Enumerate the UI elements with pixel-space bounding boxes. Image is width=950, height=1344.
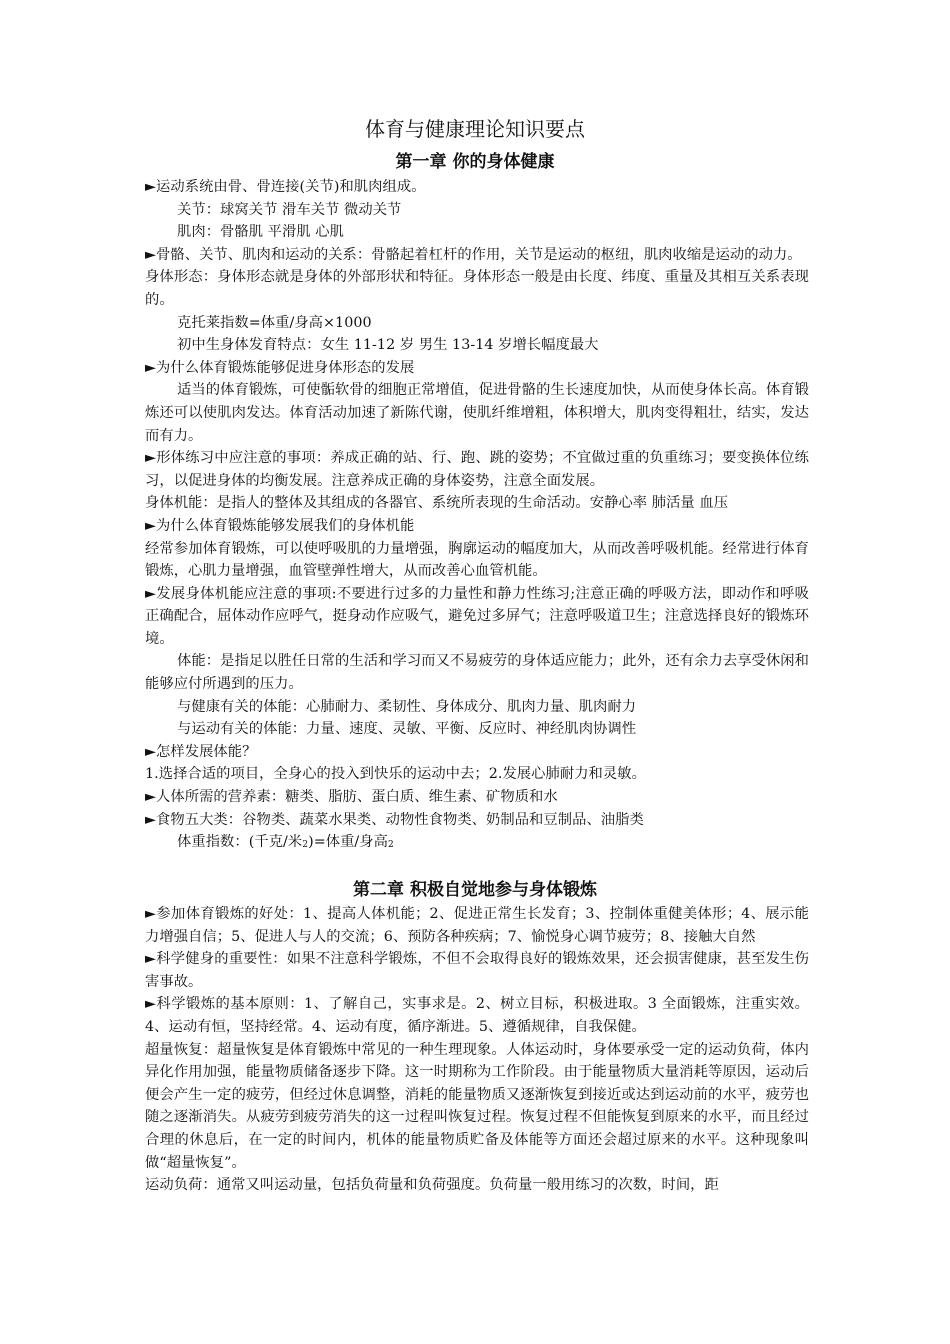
paragraph: ►为什么体育锻炼能够促进身体形态的发展 (145, 359, 415, 376)
paragraph: 超量恢复：超量恢复是体育锻炼中常见的一种生理现象。人体运动时，身体要承受一定的运动负荷，体内异化作用加强，能量物质储备逐步下降。这一时期称为工作阶段。由于能量物质大量消耗等原因，运动后便会产生一定的疲劳，但经过休息调整，消耗的能量物质又逐渐恢复到接近或达到运动前的水平，疲劳也随之逐渐消失。从疲劳到疲劳消失的这一过程叫恢复过程。恢复过程不但能恢复到原来的水平，而且经过合理的休息后，在一定的时间内，机体的能量物质贮备及体能等方面还会超过原来的水平。这种现象叫做“超量恢复”。 (145, 1041, 809, 1171)
paragraph: 经常参加体育锻炼，可以使呼吸肌的力量增强，胸廓运动的幅度加大，从而改善呼吸机能。经常进行体育锻炼，心肌力量增强，血管壁弹性增大，从而改善心血管机能。 (145, 540, 809, 580)
chapter-2-heading: 第二章 积极自觉地参与身体锻炼 (353, 880, 597, 900)
paragraph: 与健康有关的体能：心肺耐力、柔韧性、身体成分、肌肉力量、肌肉耐力 (177, 698, 637, 715)
bmi-formula (145, 831, 809, 857)
paragraph: ►科学锻炼的基本原则：1、了解自己，实事求是。2、树立目标，积极进取。3 全面锻炼，注重实效。4、运动有恒，坚持经常。4、运动有度，循序渐进。5、遵循规律，自我保健。 (145, 996, 809, 1035)
paragraph: ►骨骼、关节、肌肉和运动的关系：骨骼起着杠杆的作用，关节是运动的枢纽，肌肉收缩是运动的动力。 (145, 246, 802, 263)
paragraph: ►怎样发展体能？ (145, 743, 257, 760)
paragraph: 克托莱指数=体重/身高×1000 (177, 314, 372, 331)
paragraph: ►科学健身的重要性：如果不注意科学锻炼，不但不会取得良好的锻炼效果，还会损害健康，甚至发生伤害事故。 (145, 951, 809, 990)
chapter-2-body (145, 903, 809, 1197)
paragraph: ►为什么体育锻炼能够发展我们的身体机能 (145, 517, 415, 534)
paragraph: ►人体所需的营养素：糖类、脂肪、蛋白质、维生素、矿物质和水 (145, 789, 558, 806)
paragraph: 关节：球窝关节 滑车关节 微动关节 (177, 201, 402, 218)
bmi-subscript: 2 (387, 840, 394, 851)
paragraph: ►食物五大类：谷物类、蔬菜水果类、动物性食物类、奶制品和豆制品、油脂类 (145, 811, 644, 828)
paragraph: 与运动有关的体能：力量、速度、灵敏、平衡、反应时、神经肌肉协调性 (177, 721, 637, 738)
paragraph: 初中生身体发育特点：女生 11-12 岁 男生 13-14 岁增长幅度最大 (177, 337, 599, 354)
paragraph: 肌肉：骨骼肌 平滑肌 心肌 (177, 224, 345, 241)
bmi-middle: )=体重/身高 (308, 834, 388, 851)
paragraph: 身体形态：身体形态就是身体的外部形状和特征。身体形态一般是由长度、纬度、重量及其相互关系表现的。 (145, 269, 809, 308)
bmi-subscript: 2 (302, 840, 309, 851)
paragraph: ►发展身体机能应注意的事项:不要进行过多的力量性和静力性练习;注意正确的呼吸方法，即动作和呼吸正确配合，屈体动作应呼气，挺身动作应吸气，避免过多屏气；注意呼吸道卫生；注意选择良好的锻炼环境。 (145, 585, 809, 647)
paragraph: 适当的体育锻炼，可使骺软骨的细胞正常增值，促进骨骼的生长速度加快，从而使身体长高。体育锻炼还可以使肌肉发达。体育活动加速了新陈代谢，使肌纤维增粗，体积增大，肌肉变得粗壮，结实，发达而有力。 (145, 382, 809, 444)
bmi-prefix: 体重指数：(千克/米 (177, 834, 303, 851)
document-title: 体育与健康理论知识要点 (365, 117, 585, 141)
chapter-1-heading: 第一章 你的身体健康 (395, 152, 555, 172)
paragraph: 身体机能：是指人的整体及其组成的各器官、系统所表现的生命活动。安静心率 肺活量 血压 (145, 495, 729, 512)
paragraph: ►参加体育锻炼的好处：1、提高人体机能；2、促进正常生长发育；3、控制体重健美体形；4、展示能力增强自信；5、促进人与人的交流；6、预防各种疾病；7、愉悦身心调节疲劳；8、接触大自然 (145, 906, 809, 945)
paragraph: 体能：是指足以胜任日常的生活和学习而又不易疲劳的身体适应能力；此外，还有余力去享受休闲和能够应付所遇到的压力。 (145, 653, 809, 693)
chapter-1-body (145, 176, 809, 857)
paragraph: ►运动系统由骨、骨连接(关节)和肌肉组成。 (145, 179, 426, 195)
paragraph: ►形体练习中应注意的事项：养成正确的站、行、跑、跳的姿势；不宜做过重的负重练习；要变换体位练习，以促进身体的均衡发展。注意养成正确的身体姿势，注意全面发展。 (145, 450, 809, 489)
paragraph: 运动负荷：通常又叫运动量，包括负荷量和负荷强度。负荷量一般用练习的次数，时间，距 (145, 1177, 719, 1194)
paragraph: 1.选择合适的项目，全身心的投入到快乐的运动中去；2.发展心肺耐力和灵敏。 (145, 766, 646, 783)
